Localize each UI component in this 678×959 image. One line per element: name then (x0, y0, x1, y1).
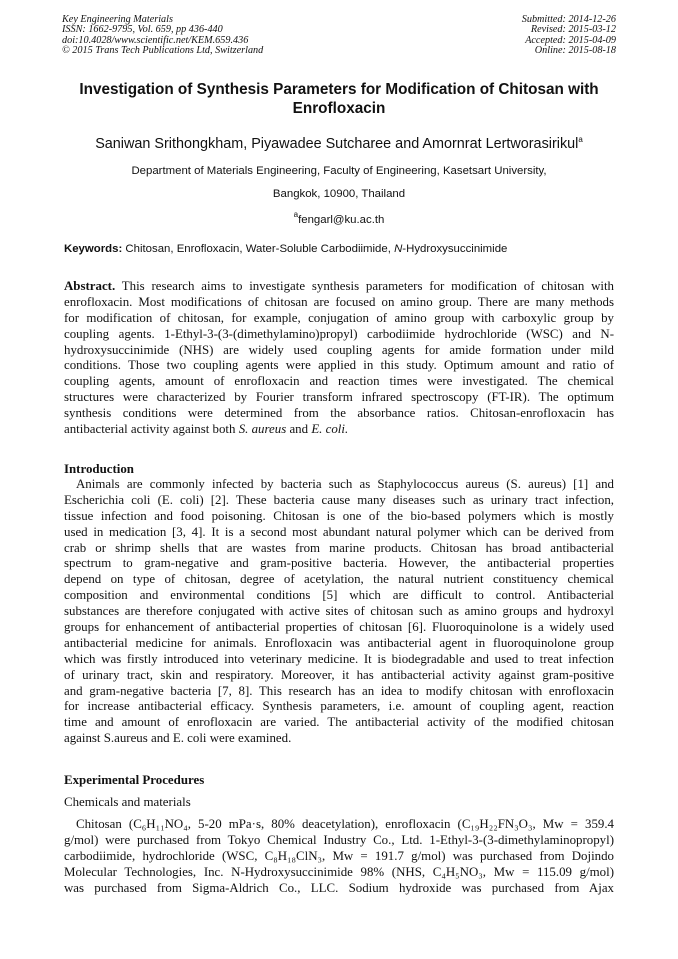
abstract-text: and (289, 422, 309, 437)
author-email (40, 208, 638, 227)
paragraph-line: crab or shrimp shells that are wastes from marine products. Chitosan has broad antibacterial (64, 540, 614, 555)
paragraph-line: composition and environmental conditions [5] which are difficult to control. Antibacterial (64, 588, 614, 603)
paragraph-line: Molecular Technologies, Inc. N-Hydroxysuccinimide 98% (NHS, C₄H₅NO₃, Mw = 115.09 g/mol) (64, 864, 614, 879)
title-line-1: Investigation of Synthesis Parameters for Modification of Chitosan with (79, 81, 599, 98)
doi: doi:10.4028/www.scientific.net/KEM.659.436 (62, 34, 249, 46)
accepted-date: Accepted: 2015-04-09 (525, 34, 616, 46)
title-line-2: Enrofloxacin (292, 100, 386, 117)
abstract-line: conditions. Those two coupling agents were applied in this study. Optimum amount and ratio of (64, 358, 614, 373)
dates-info (522, 15, 616, 56)
email-mark: a (293, 210, 299, 219)
paragraph-line: Escherichia coli (E. coli) [2]. These bacteria cause many diseases such as urinary tract infection, (64, 492, 614, 507)
email-address: fengarl@ku.ac.th (298, 214, 385, 226)
abstract-line (64, 279, 614, 295)
abstract-line: enrofloxacin. Most modifications of chitosan are focused on amino group. There are many methods (64, 294, 614, 309)
abstract-line: coupling agents, amount of enrofloxacin and reaction times were investigated. The chemical (64, 374, 614, 389)
abstract-label: Abstract. (64, 279, 116, 293)
species-name: E. coli. (311, 422, 349, 437)
issn: ISSN: 1662-9795, Vol. 659, pp 436-440 (62, 24, 223, 36)
paragraph-line: time and amount of enrofloxacin are varied. The antibacterial activity of the modified chitosan (64, 715, 614, 730)
introduction-body (64, 477, 614, 747)
abstract (64, 279, 614, 438)
paragraph-line: substances are therefore conjugated with active sites of chitosan such as amino groups and hydroxyl (64, 604, 614, 619)
abstract-line: for modification of chitosan, for example, conjugation of amino group with carboxylic group by (64, 310, 614, 325)
paragraph-line: Animals are commonly infected by bacteria such as Staphylococcus aureus (S. aureus) [1] and (76, 477, 614, 491)
paragraph-line: tissue infection and food poisoning. Chitosan is one of the bio-based polymers which is mostly (64, 508, 614, 523)
affiliation-dept: Department of Materials Engineering, Faculty of Engineering, Kasetsart University, (131, 165, 547, 177)
submitted-date: Submitted: 2014-12-26 (521, 14, 616, 25)
paragraph-line: against S.aureus and E. coli were examined. (64, 731, 292, 746)
keywords-italic-n: N (394, 243, 403, 255)
paragraph-line: groups for enhancement of antibacterial properties of chitosan [6]. Fluoroquinolone is a widely used (64, 620, 614, 635)
abstract-line: hydroxysuccinimide (NHS) are widely used coupling agents for amide formation under mild (64, 342, 614, 357)
experimental-heading: Experimental Procedures (64, 773, 205, 787)
paragraph-line: which was firstly introduced into veterinary medicine. It is biodegradable and used to treat infection (64, 651, 614, 666)
species-name: S. aureus (238, 422, 287, 437)
author-mark: a (578, 135, 583, 144)
paragraph-line: g/mol) were purchased from Tokyo Chemical Industry Co., Ltd. 1-Ethyl-3-(3-dimethylaminopropyl) (64, 832, 614, 847)
author-list (40, 131, 638, 153)
paragraph-line: was purchased from Sigma-Aldrich Co., LLC. Sodium hydroxide was purchased from Ajax (64, 880, 614, 895)
journal-name: Key Engineering Materials (62, 14, 173, 25)
abstract-line: coupling agents. 1-Ethyl-3-(3-(dimethylamino)propyl) carbodiimide hydrochloride (WSC) and N- (64, 326, 614, 341)
online-date: Online: 2015-08-18 (534, 44, 616, 56)
paragraph-line: depend on type of chitosan, degree of acetylation, the natural nutrient constituency chemical (64, 572, 614, 587)
abstract-line: structures were characterized by Fourier transform infrared spectroscopy (FT-IR). The optimum (64, 390, 614, 405)
experimental-body (64, 817, 614, 896)
paragraph-line: of urinary tract, skin and respiratory. Moreover, it has antibacterial activity against gram-positive (64, 667, 614, 682)
journal-info (62, 15, 263, 56)
paragraph-line: carbodiimide, hydrochloride (WSC, C₈H₁₈ClN₃, Mw = 191.7 g/mol) was purchased from Dojindo (64, 848, 614, 863)
paragraph-line: for increase antibacterial efficacy. Synthesis parameters, i.e. amount of coupling agent, reaction (64, 699, 614, 714)
paragraph-line: Chitosan (C₆H₁₁NO₄, 5-20 mPa·s, 80% deacetylation), enrofloxacin (C₁₉H₂₂FN₃O₃, Mw = 359.4 (76, 817, 614, 831)
abstract-line: synthesis conditions were determined from the absorbance ratios. Chitosan-enrofloxacin has (64, 406, 614, 421)
author-names: Saniwan Srithongkham, Piyawadee Sutcharee and Amornrat Lertworasirikul (95, 136, 579, 152)
keywords-text: Chitosan, Enrofloxacin, Water-Soluble Carbodiimide, (125, 243, 391, 255)
affiliation-city: Bangkok, 10900, Thailand (272, 188, 406, 200)
introduction-heading: Introduction (64, 462, 134, 476)
paragraph-line: and gram-negative bacteria [7, 8]. This research has an idea to modify chitosan with enrofloxacin (64, 683, 614, 698)
abstract-text: This research aims to investigate synthesis parameters for modification of chitosan with (121, 279, 614, 293)
paragraph-line: used in medication [3, 4]. It is a second most abundant natural polymer which can be derived from (64, 524, 614, 539)
abstract-line (64, 422, 614, 438)
keywords-label: Keywords: (64, 243, 123, 255)
paper-title (40, 80, 638, 118)
keywords (64, 242, 507, 256)
paragraph-line: spectrum to gram-negative and gram-positive bacteria. However, the antibacterial properties (64, 556, 614, 571)
keywords-last: -Hydroxysuccinimide (402, 243, 508, 255)
paragraph-line: antibacterial medicine for animals. Enrofloxacin was antibacterial agent in fluoroquinolone group (64, 635, 614, 650)
revised-date: Revised: 2015-03-12 (530, 24, 616, 36)
abstract-text: antibacterial activity against both (64, 422, 236, 437)
copyright: © 2015 Trans Tech Publications Ltd, Switzerland (62, 44, 264, 56)
subsection-heading: Chemicals and materials (64, 795, 191, 809)
